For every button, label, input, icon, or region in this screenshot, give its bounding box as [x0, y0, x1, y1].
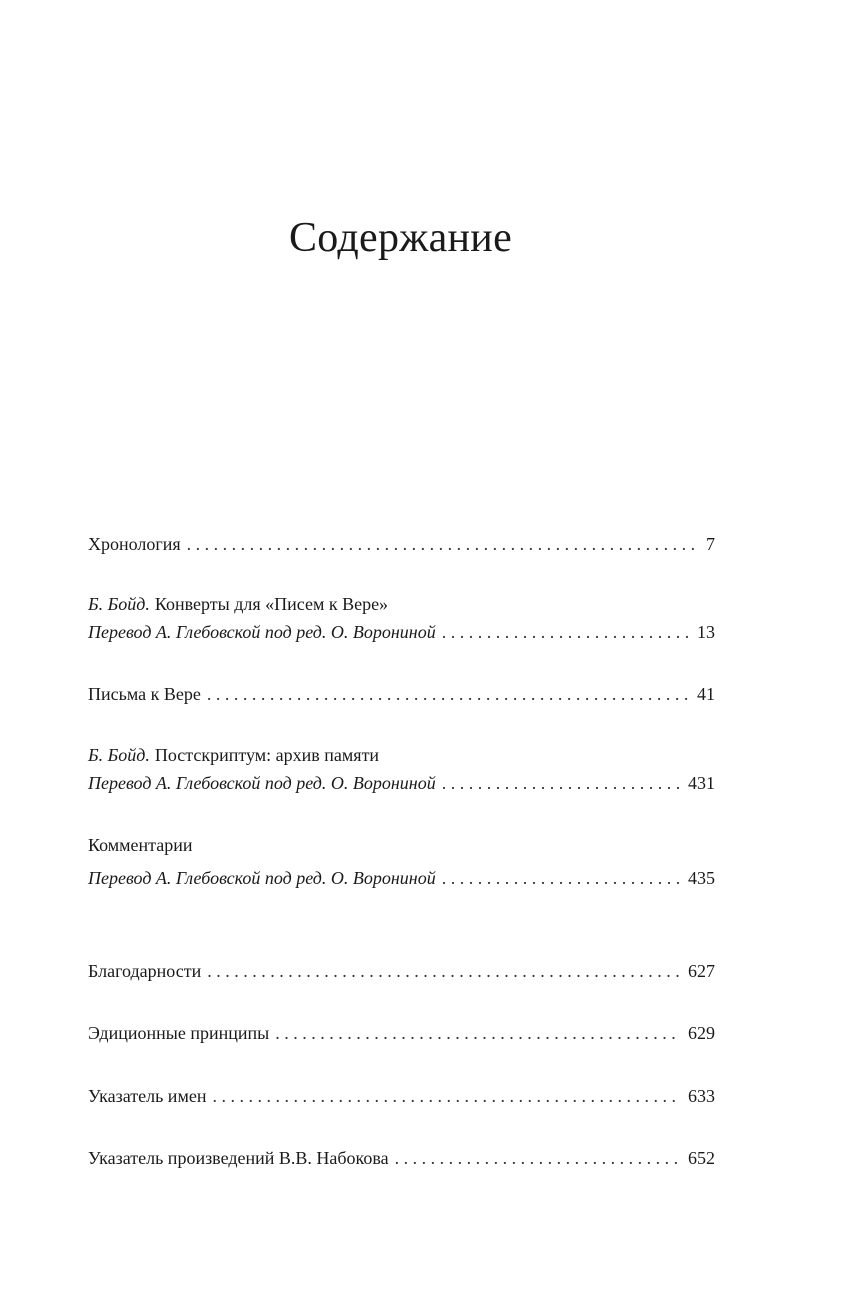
toc-entry-author: Б. Бойд. [88, 594, 150, 614]
toc-entry-editorial-principles[interactable] [88, 1021, 715, 1045]
toc-entry-chronology[interactable] [88, 532, 715, 556]
toc-entry-postscript-translation[interactable] [88, 771, 715, 795]
dot-leader [395, 1146, 680, 1170]
dot-leader [187, 532, 697, 556]
toc-entry-title: Указатель имен [88, 1086, 207, 1106]
toc-page-number: 41 [697, 684, 715, 704]
dot-leader [207, 959, 680, 983]
toc-page-number: 627 [688, 961, 715, 981]
toc-entry-title: Комментарии [88, 835, 193, 855]
toc-entry-postscript-heading[interactable] [88, 743, 715, 767]
toc-entry-envelopes-translation[interactable] [88, 620, 715, 644]
toc-page-number: 13 [697, 622, 715, 642]
page-title-text: Содержание [288, 215, 513, 261]
toc-entry-name-index[interactable] [88, 1084, 715, 1108]
dot-leader [207, 682, 689, 706]
toc-entry-subtitle: Перевод А. Глебовской под ред. О. Ворониной [88, 773, 436, 793]
toc-entry-title: Конверты для «Писем к Вере» [154, 594, 389, 614]
toc-page-number: 435 [688, 868, 715, 888]
dot-leader [212, 1084, 680, 1108]
toc-page-number: 652 [688, 1148, 715, 1168]
page-title [0, 214, 845, 262]
toc-entry-title: Эдиционные принципы [88, 1023, 270, 1043]
dot-leader [442, 620, 689, 644]
toc-page-number: 7 [706, 534, 715, 554]
dot-leader [275, 1021, 680, 1045]
toc-entry-title: Указатель произведений В.В. Набокова [88, 1148, 389, 1168]
toc-entry-works-index[interactable] [88, 1146, 715, 1170]
toc-entry-envelopes-heading[interactable] [88, 592, 715, 616]
toc-page-number: 431 [688, 773, 715, 793]
toc-entry-comments-heading[interactable] [88, 833, 715, 857]
toc-page-number: 629 [688, 1023, 715, 1043]
toc-entry-acknowledgements[interactable] [88, 959, 715, 983]
toc-page-number: 633 [688, 1086, 715, 1106]
toc-entry-title: Постскриптум: архив памяти [154, 745, 380, 765]
toc-entry-comments-translation[interactable] [88, 866, 715, 890]
toc-entry-title: Хронология [88, 534, 181, 554]
dot-leader [442, 866, 680, 890]
toc-entry-title: Благодарности [88, 961, 202, 981]
toc-entry-letters[interactable] [88, 682, 715, 706]
toc-entry-subtitle: Перевод А. Глебовской под ред. О. Ворониной [88, 868, 436, 888]
toc-entry-subtitle: Перевод А. Глебовской под ред. О. Ворониной [88, 622, 436, 642]
dot-leader [442, 771, 680, 795]
toc-entry-author: Б. Бойд. [88, 745, 150, 765]
toc-entry-title: Письма к Вере [88, 684, 201, 704]
